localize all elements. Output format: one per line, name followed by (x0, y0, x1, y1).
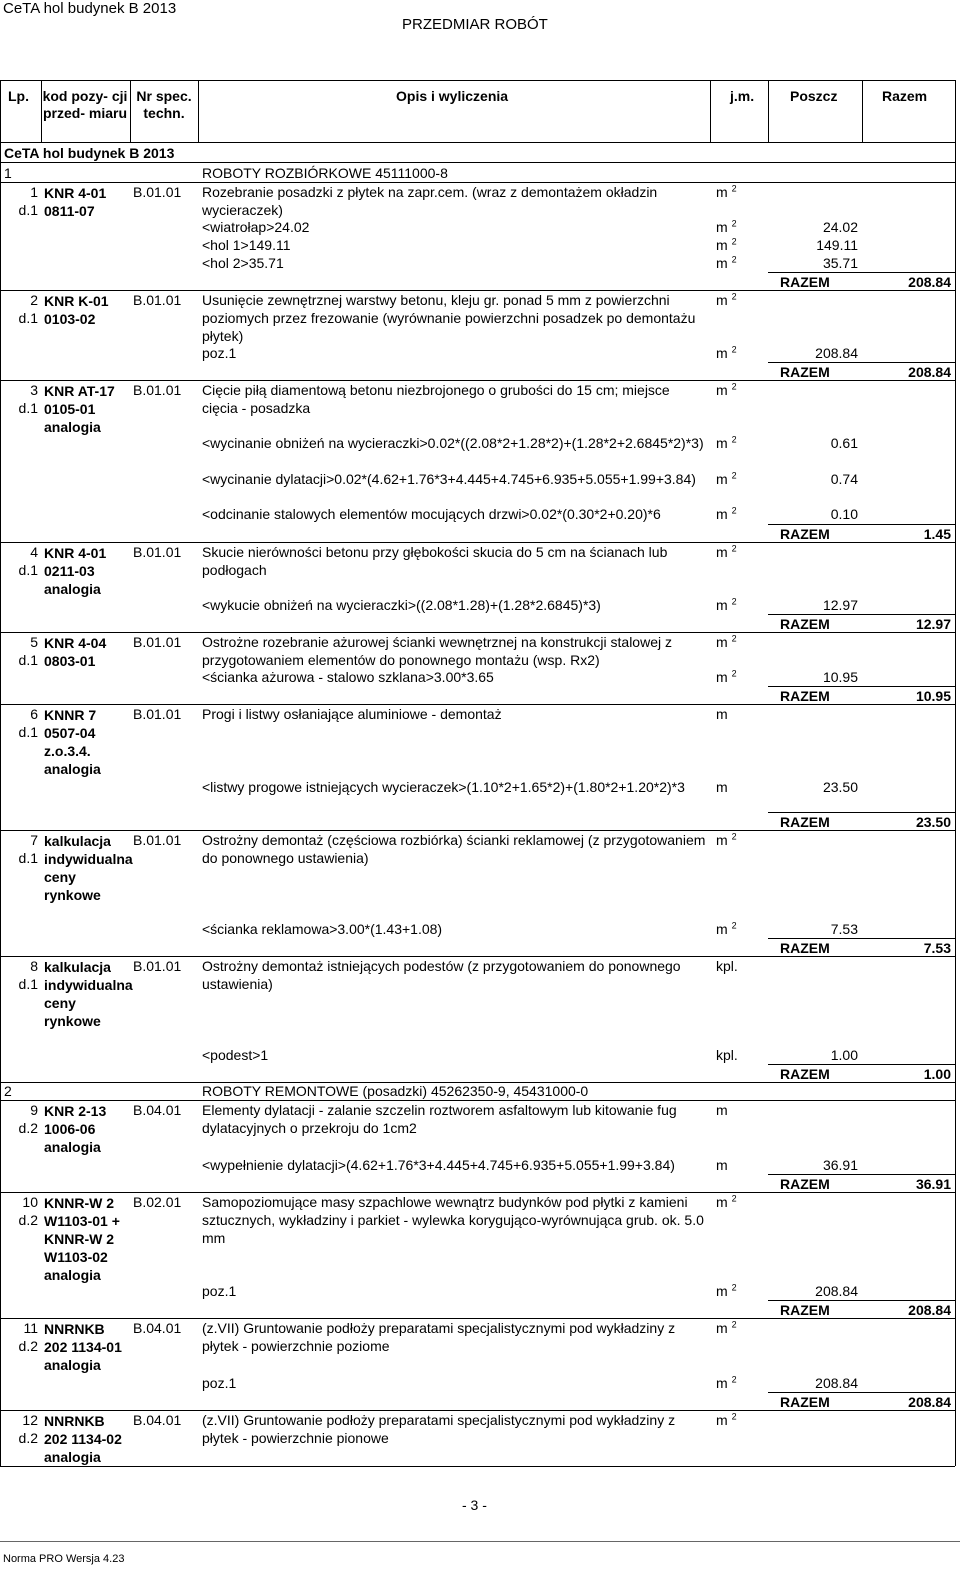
calc-expression: <ścianka reklamowa>3.00*(1.43+1.08) (202, 921, 443, 937)
item-code: KNNR-W 2 W1103-01 + KNNR-W 2 W1103-02 analogia (44, 1195, 120, 1283)
calc-value: 23.50 (822, 779, 858, 795)
calc-expression: <wykucie obniżeń na wycieraczki>((2.08*1.28)+(1.28*2.6845)*3) (202, 597, 601, 613)
calc-expression: poz.1 (202, 1375, 237, 1391)
razem-value: 1.00 (923, 1066, 951, 1082)
razem-value: 208.84 (908, 274, 951, 290)
calc-expression: poz.1 (202, 345, 237, 361)
calc-expression: <odcinanie stalowych elementów mocujących drzwi>0.02*(0.30*2+0.20)*6 (202, 506, 661, 522)
calc-unit: m $^2$ (716, 668, 737, 685)
item-lp: 1 (30, 184, 38, 200)
item-code: KNNR 7 0507-04 z.o.3.4. analogia (44, 707, 101, 777)
item-lp: 3 (30, 382, 38, 398)
item-spec: B.01.01 (133, 544, 182, 560)
calc-value: 12.97 (822, 597, 858, 613)
item-description: (z.VII) Gruntowanie podłoży preparatami specjalistycznymi pod wykładziny z płytek - powierzchnie poziome (202, 1320, 676, 1354)
footer-rule (0, 1541, 960, 1542)
calc-expression: <wycinanie obniżeń na wycieraczki>0.02*((2.08*2+1.28*2)+(1.28*2+2.6845*2)*3) (202, 435, 704, 451)
col-lp: Lp. (8, 88, 29, 104)
item-lp: 10 (22, 1194, 38, 1210)
rule-opis (198, 80, 199, 142)
rule-razem (862, 80, 863, 142)
col-opis: Opis i wyliczenia (396, 88, 509, 104)
calc-unit: m $^2$ (716, 236, 737, 253)
item-spec: B.01.01 (133, 382, 182, 398)
calc-value: 7.53 (830, 921, 858, 937)
razem-value: 10.95 (915, 688, 951, 704)
item-code: kalkulacja indywidualna ceny rynkowe (44, 959, 133, 1029)
calc-value: 35.71 (822, 255, 858, 271)
razem-rule (768, 362, 955, 363)
calc-unit: m $^2$ (716, 920, 737, 937)
project-rule (0, 162, 955, 163)
calc-value: 1.00 (830, 1047, 858, 1063)
razem-label: RAZEM (780, 1394, 830, 1410)
header-title: PRZEDMIAR ROBÓT (402, 16, 548, 33)
calc-value: 0.74 (830, 471, 858, 487)
item-code: NNRNKB 202 1134-02 analogia (44, 1413, 122, 1465)
header-project: CeTA hol budynek B 2013 (3, 0, 177, 17)
item-department: d.1 (18, 562, 38, 578)
calc-unit: m (716, 1157, 728, 1173)
razem-label: RAZEM (780, 1176, 830, 1192)
item-code: kalkulacja indywidualna ceny rynkowe (44, 833, 133, 903)
calc-unit: m $^2$ (716, 505, 737, 522)
item-unit: m $^2$ (716, 1193, 737, 1210)
item-unit: m $^2$ (716, 183, 737, 200)
razem-label: RAZEM (780, 814, 830, 830)
item-unit: m $^2$ (716, 291, 737, 308)
item-lp: 8 (30, 958, 38, 974)
item-unit: m $^2$ (716, 543, 737, 560)
item-unit: m (716, 1102, 728, 1118)
item-description: Ostrożne rozebranie ażurowej ścianki wewnętrznej na konstrukcji stalowej z przygotowaniem elementów do ponownego montażu (wsp. Rx2) (202, 634, 672, 668)
rule-jm (710, 80, 711, 142)
page-number: - 3 - (462, 1497, 487, 1513)
calc-unit: m $^2$ (716, 596, 737, 613)
rule-kod (41, 80, 42, 142)
razem-label: RAZEM (780, 1302, 830, 1318)
rule-left (0, 80, 1, 1466)
col-poszcz: Poszcz (790, 88, 838, 104)
item-lp: 2 (30, 292, 38, 308)
item-department: d.1 (18, 400, 38, 416)
razem-rule (768, 1392, 955, 1393)
item-description: Samopoziomujące masy szpachlowe wewnątrz budynków pod płytki z kamieni sztucznych, wykładziny i parkiet - wylewka korygująco-wyrównująca grub. ok. 5.0 mm (202, 1194, 704, 1246)
item-description: Skucie nierówności betonu przy głębokości skucia do 5 cm na ścianach lub podłogach (202, 544, 668, 578)
rule-poszcz (768, 80, 769, 142)
row-rule (0, 1466, 955, 1467)
razem-label: RAZEM (780, 274, 830, 290)
razem-rule (768, 938, 955, 939)
col-kod: kod pozy- cji przed- miaru (42, 88, 128, 121)
item-spec: B.04.01 (133, 1320, 182, 1336)
item-description: Usunięcie zewnętrznej warstwy betonu, kleju gr. ponad 5 mm z powierzchni poziomych przez frezowanie (wyrównanie powierzchni posadzek po demontażu płytek) (202, 292, 696, 344)
calc-unit: m $^2$ (716, 434, 737, 451)
item-department: d.2 (18, 1338, 38, 1354)
razem-value: 208.84 (908, 1394, 951, 1410)
calc-expression: <hol 2>35.71 (202, 255, 284, 271)
calc-unit: m $^2$ (716, 470, 737, 487)
rule-nr (130, 80, 131, 142)
item-code: KNR 4-01 0811-07 (44, 185, 107, 219)
item-spec: B.01.01 (133, 292, 182, 308)
item-department: d.2 (18, 1212, 38, 1228)
calc-unit: m (716, 779, 728, 795)
item-code: KNR 4-04 0803-01 (44, 635, 107, 669)
item-unit: m $^2$ (716, 381, 737, 398)
razem-rule (768, 524, 955, 525)
item-unit: m $^2$ (716, 1319, 737, 1336)
item-department: d.1 (18, 310, 38, 326)
razem-rule (768, 1064, 955, 1065)
calc-unit: m $^2$ (716, 218, 737, 235)
item-unit: m (716, 706, 728, 722)
item-lp: 5 (30, 634, 38, 650)
item-spec: B.04.01 (133, 1102, 182, 1118)
razem-label: RAZEM (780, 364, 830, 380)
item-description: Cięcie piłą diamentową betonu niezbrojonego o grubości do 15 cm; miejsce cięcia - posadzka (202, 382, 670, 416)
razem-rule (768, 812, 955, 813)
calc-value: 208.84 (815, 1283, 858, 1299)
razem-rule (768, 1300, 955, 1301)
calc-value: 0.10 (830, 506, 858, 522)
section-number: 1 (4, 165, 12, 181)
calc-value: 24.02 (822, 219, 858, 235)
item-description: Progi i listwy osłaniające aluminiowe - demontaż (202, 706, 502, 722)
item-code: KNR K-01 0103-02 (44, 293, 109, 327)
item-description: Ostrożny demontaż (częściowa rozbiórka) ścianki reklamowej (z przygotowaniem do ponownego ustawienia) (202, 832, 706, 866)
razem-value: 36.91 (915, 1176, 951, 1192)
calc-unit: m $^2$ (716, 1282, 737, 1299)
item-department: d.2 (18, 1430, 38, 1446)
item-description: Elementy dylatacji - zalanie szczelin roztworem asfaltowym lub kitowanie fug dylatacyjnych o przekroju do 1cm2 (202, 1102, 677, 1136)
calc-value: 10.95 (822, 669, 858, 685)
item-lp: 7 (30, 832, 38, 848)
item-department: d.1 (18, 202, 38, 218)
razem-value: 12.97 (915, 616, 951, 632)
calc-expression: <podest>1 (202, 1047, 269, 1063)
razem-value: 7.53 (923, 940, 951, 956)
razem-label: RAZEM (780, 940, 830, 956)
item-code: NNRNKB 202 1134-01 analogia (44, 1321, 122, 1373)
razem-rule (768, 614, 955, 615)
calc-value: 208.84 (815, 1375, 858, 1391)
item-spec: B.01.01 (133, 184, 182, 200)
item-spec: B.01.01 (133, 634, 182, 650)
col-nr: Nr spec. techn. (136, 88, 192, 121)
calc-value: 0.61 (830, 435, 858, 451)
item-unit: kpl. (716, 958, 738, 974)
razem-rule (768, 686, 955, 687)
item-unit: m $^2$ (716, 633, 737, 650)
section-title: ROBOTY ROZBIÓRKOWE 45111000-8 (202, 165, 448, 181)
razem-rule (768, 1174, 955, 1175)
item-department: d.1 (18, 850, 38, 866)
item-department: d.1 (18, 976, 38, 992)
calc-value: 208.84 (815, 345, 858, 361)
header-bottom-rule (0, 142, 955, 143)
rule-right (955, 80, 956, 1466)
col-jm: j.m. (730, 88, 755, 104)
item-lp: 11 (23, 1320, 38, 1336)
calc-expression: poz.1 (202, 1283, 237, 1299)
razem-value: 23.50 (915, 814, 951, 830)
item-department: d.1 (18, 724, 38, 740)
item-lp: 6 (30, 706, 38, 722)
razem-label: RAZEM (780, 1066, 830, 1082)
calc-value: 36.91 (822, 1157, 858, 1173)
software-version: Norma PRO Wersja 4.23 (3, 1553, 125, 1565)
calc-value: 149.11 (816, 237, 858, 253)
item-lp: 9 (30, 1102, 38, 1118)
item-unit: m $^2$ (716, 831, 737, 848)
item-description: (z.VII) Gruntowanie podłoży preparatami specjalistycznymi pod wykładziny z płytek - powierzchnie pionowe (202, 1412, 676, 1446)
calc-expression: <hol 1>149.11 (202, 237, 291, 253)
calc-expression: <wypełnienie dylatacji>(4.62+1.76*3+4.445+4.745+6.935+5.055+1.99+3.84) (202, 1157, 675, 1173)
calc-expression: <wiatrołap>24.02 (202, 219, 310, 235)
calc-unit: m $^2$ (716, 254, 737, 271)
project-title: CeTA hol budynek B 2013 (4, 145, 175, 161)
item-code: KNR 2-13 1006-06 analogia (44, 1103, 107, 1155)
item-department: d.1 (18, 652, 38, 668)
item-spec: B.01.01 (133, 832, 182, 848)
calc-unit: m $^2$ (716, 1374, 737, 1391)
item-description: Rozebranie posadzki z płytek na zapr.cem. (wraz z demontażem okładzin wycieraczek) (202, 184, 658, 218)
item-department: d.2 (18, 1120, 38, 1136)
razem-value: 208.84 (908, 1302, 951, 1318)
section-title: ROBOTY REMONTOWE (posadzki) 45262350-9, 45431000-0 (202, 1083, 589, 1099)
item-lp: 12 (22, 1412, 38, 1428)
section-number: 2 (4, 1083, 12, 1099)
col-razem: Razem (882, 88, 928, 104)
razem-rule (768, 272, 955, 273)
item-spec: B.04.01 (133, 1412, 182, 1428)
calc-expression: <wycinanie dylatacji>0.02*(4.62+1.76*3+4.445+4.745+6.935+5.055+1.99+3.84) (202, 471, 696, 487)
item-spec: B.01.01 (133, 706, 182, 722)
razem-label: RAZEM (780, 688, 830, 704)
item-spec: B.02.01 (133, 1194, 182, 1210)
item-unit: m $^2$ (716, 1411, 737, 1428)
calc-expression: <ścianka ażurowa - stalowo szklana>3.00*3.65 (202, 669, 494, 685)
item-code: KNR 4-01 0211-03 analogia (44, 545, 107, 597)
item-spec: B.01.01 (133, 958, 182, 974)
razem-value: 1.45 (923, 526, 951, 542)
razem-label: RAZEM (780, 616, 830, 632)
razem-value: 208.84 (908, 364, 951, 380)
calc-unit: m $^2$ (716, 344, 737, 361)
calc-unit: kpl. (716, 1047, 738, 1063)
item-code: KNR AT-17 0105-01 analogia (44, 383, 115, 435)
table-top-rule (0, 80, 955, 81)
item-lp: 4 (30, 544, 38, 560)
calc-expression: <listwy progowe istniejących wycieraczek>(1.10*2+1.65*2)+(1.80*2+1.20*2)*3 (202, 779, 685, 795)
item-description: Ostrożny demontaż istniejących podestów (z przygotowaniem do ponownego ustawienia) (202, 958, 681, 992)
razem-label: RAZEM (780, 526, 830, 542)
